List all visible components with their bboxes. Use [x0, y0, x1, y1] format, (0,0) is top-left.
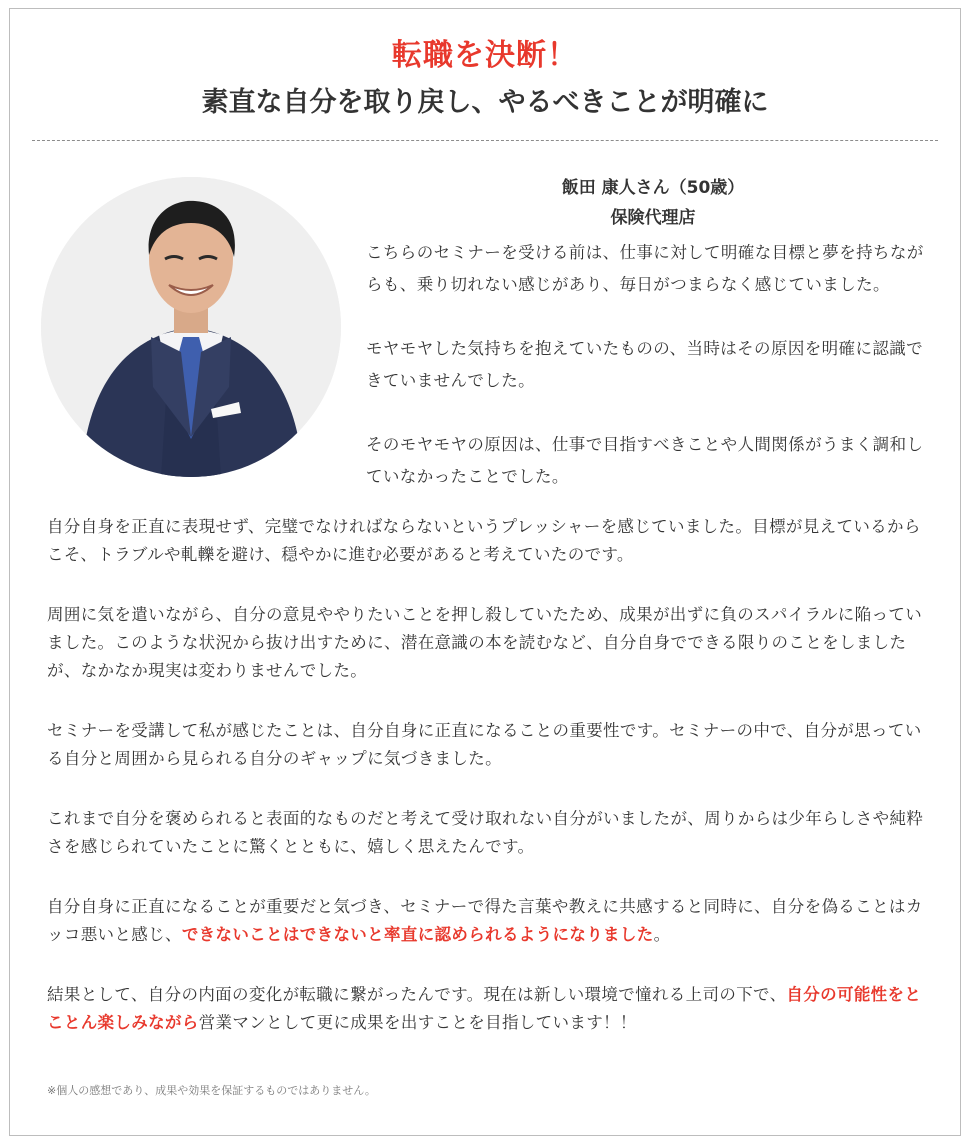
- dashed-divider: [32, 140, 938, 141]
- testimonial-card: [9, 8, 961, 1136]
- headline: 転職を決断！: [392, 38, 578, 73]
- body-text: [47, 513, 931, 1069]
- paragraph: 自分自身を正直に表現せず、完璧でなければならないというプレッシャーを感じていました。目標が見えているからこそ、トラブルや軋轢を避け、穏やかに進む必要があると考えていたのです。: [47, 517, 921, 564]
- highlight-text: 自分の可能性をとことん楽しみながら: [47, 985, 922, 1032]
- paragraph: [47, 981, 931, 1037]
- paragraph: そのモヤモヤの原因は、仕事で目指すべきことや人間関係がうまく調和していなかったことでした。: [366, 435, 924, 486]
- paragraph-text: 自分自身に正直になることが重要だと気づき、セミナーで得た言葉や教えに共感すると同時に、自分を偽ることはカッコ悪いと感じ、: [47, 897, 923, 944]
- paragraph: こちらのセミナーを受ける前は、仕事に対して明確な目標と夢を持ちながらも、乗り切れない感じがあり、毎日がつまらなく感じていました。: [366, 243, 924, 294]
- paragraph-text: 。: [653, 925, 671, 944]
- intro-text: [366, 237, 931, 525]
- profile-company: 保険代理店: [610, 208, 696, 228]
- subheadline: 素直な自分を取り戻し、やるべきことが明確に: [201, 87, 769, 118]
- paragraph: モヤモヤした気持ちを抱えていたものの、当時はその原因を明確に認識できていませんでした。: [366, 339, 924, 390]
- paragraph: セミナーを受講して私が感じたことは、自分自身に正直になることの重要性です。セミナーの中で、自分が思っている自分と周囲から見られる自分のギャップに気づきました。: [47, 721, 922, 768]
- highlight-text: できないことはできないと率直に認められるようになりました: [181, 925, 654, 944]
- disclaimer: ※個人の感想であり、成果や効果を保証するものではありません。: [47, 1084, 376, 1097]
- profile-name: 飯田 康人さん（50歳）: [561, 178, 745, 198]
- paragraph: [47, 893, 931, 949]
- paragraph: これまで自分を褒められると表面的なものだと考えて受け取れない自分がいましたが、周りからは少年らしさや純粋さを感じられていたことに驚くとともに、嬉しく思えたんです。: [47, 809, 924, 856]
- paragraph-text: 結果として、自分の内面の変化が転職に繋がったんです。現在は新しい環境で憧れる上司の下で、: [47, 985, 787, 1004]
- paragraph: 周囲に気を遣いながら、自分の意見ややりたいことを押し殺していたため、成果が出ずに負のスパイラルに陥っていました。このような状況から抜け出すために、潜在意識の本を読むなど、自分自身でできる限りのことをしましたが、なかなか現実は変わりませんでした。: [47, 605, 923, 680]
- paragraph-text: 営業マンとして更に成果を出すことを目指しています！！: [198, 1013, 637, 1032]
- profile-photo: [41, 177, 341, 477]
